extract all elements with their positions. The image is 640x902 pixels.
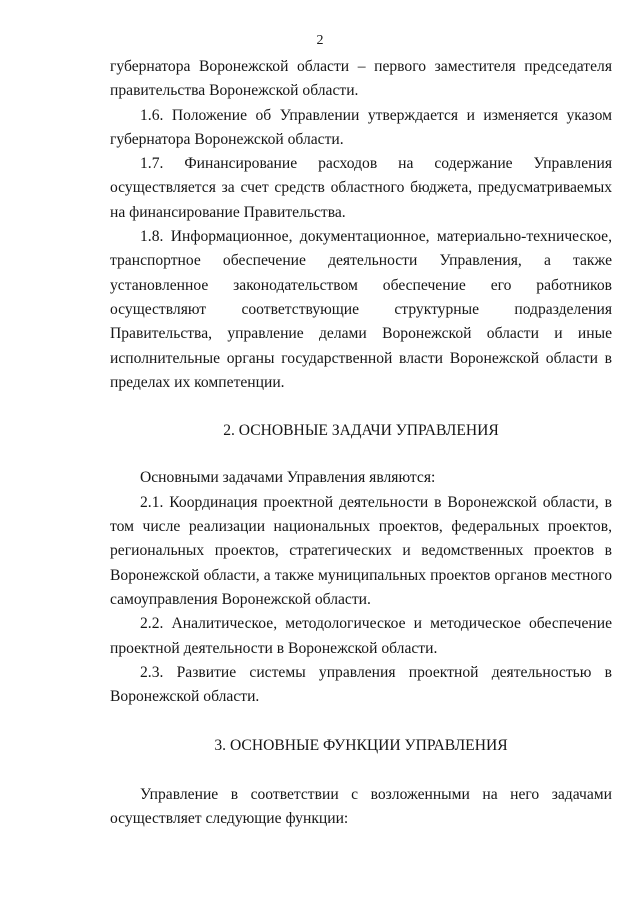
paragraph-1-6: 1.6. Положение об Управлении утверждается и изменяется указом губернатора Воронежской области.	[110, 106, 612, 148]
section-heading-3: 3. ОСНОВНЫЕ ФУНКЦИИ УПРАВЛЕНИЯ	[214, 737, 508, 755]
paragraph-2-1: 2.1. Координация проектной деятельности в Воронежской области, в том числе реализации национальных проектов, федеральных проектов, региональных проектов, стратегических и ведомственных проектов в Воронежской области, а также муниципальных проектов органов местного самоуправления Воронежской области.	[110, 493, 612, 608]
paragraph-2-3: 2.3. Развитие системы управления проектной деятельностью в Воронежской области.	[110, 663, 612, 706]
paragraph-tasks-intro: Основными задачами Управления являются:	[140, 469, 436, 487]
page-number: 2	[316, 33, 324, 48]
paragraph-1-7: 1.7. Финансирование расходов на содержание Управления осуществляется за счет средств областного бюджета, предусматриваемых на финансирование Правительства.	[110, 155, 612, 221]
document-body	[110, 55, 612, 831]
paragraph-functions-intro: Управление в соответствии с возложенными на него задачами осуществляет следующие функции:	[110, 785, 612, 828]
paragraph-2-2: 2.2. Аналитическое, методологическое и методическое обеспечение проектной деятельности в Воронежской области.	[110, 615, 612, 657]
paragraph-1-8: 1.8. Информационное, документационное, материально-техническое, транспортное обеспечение деятельности Управления, а также установленное законодательством обеспечение его работников осуществляют соответствующие структурные подразделения Правительства, управление делами Воронежской области и иные исполнительные органы государственной власти Воронежской области в пределах их компетенции.	[110, 228, 612, 391]
section-heading-2: 2. ОСНОВНЫЕ ЗАДАЧИ УПРАВЛЕНИЯ	[223, 422, 499, 440]
paragraph-continuation: губернатора Воронежской области – первого заместителя председателя правительства Воронежской области.	[110, 58, 612, 100]
